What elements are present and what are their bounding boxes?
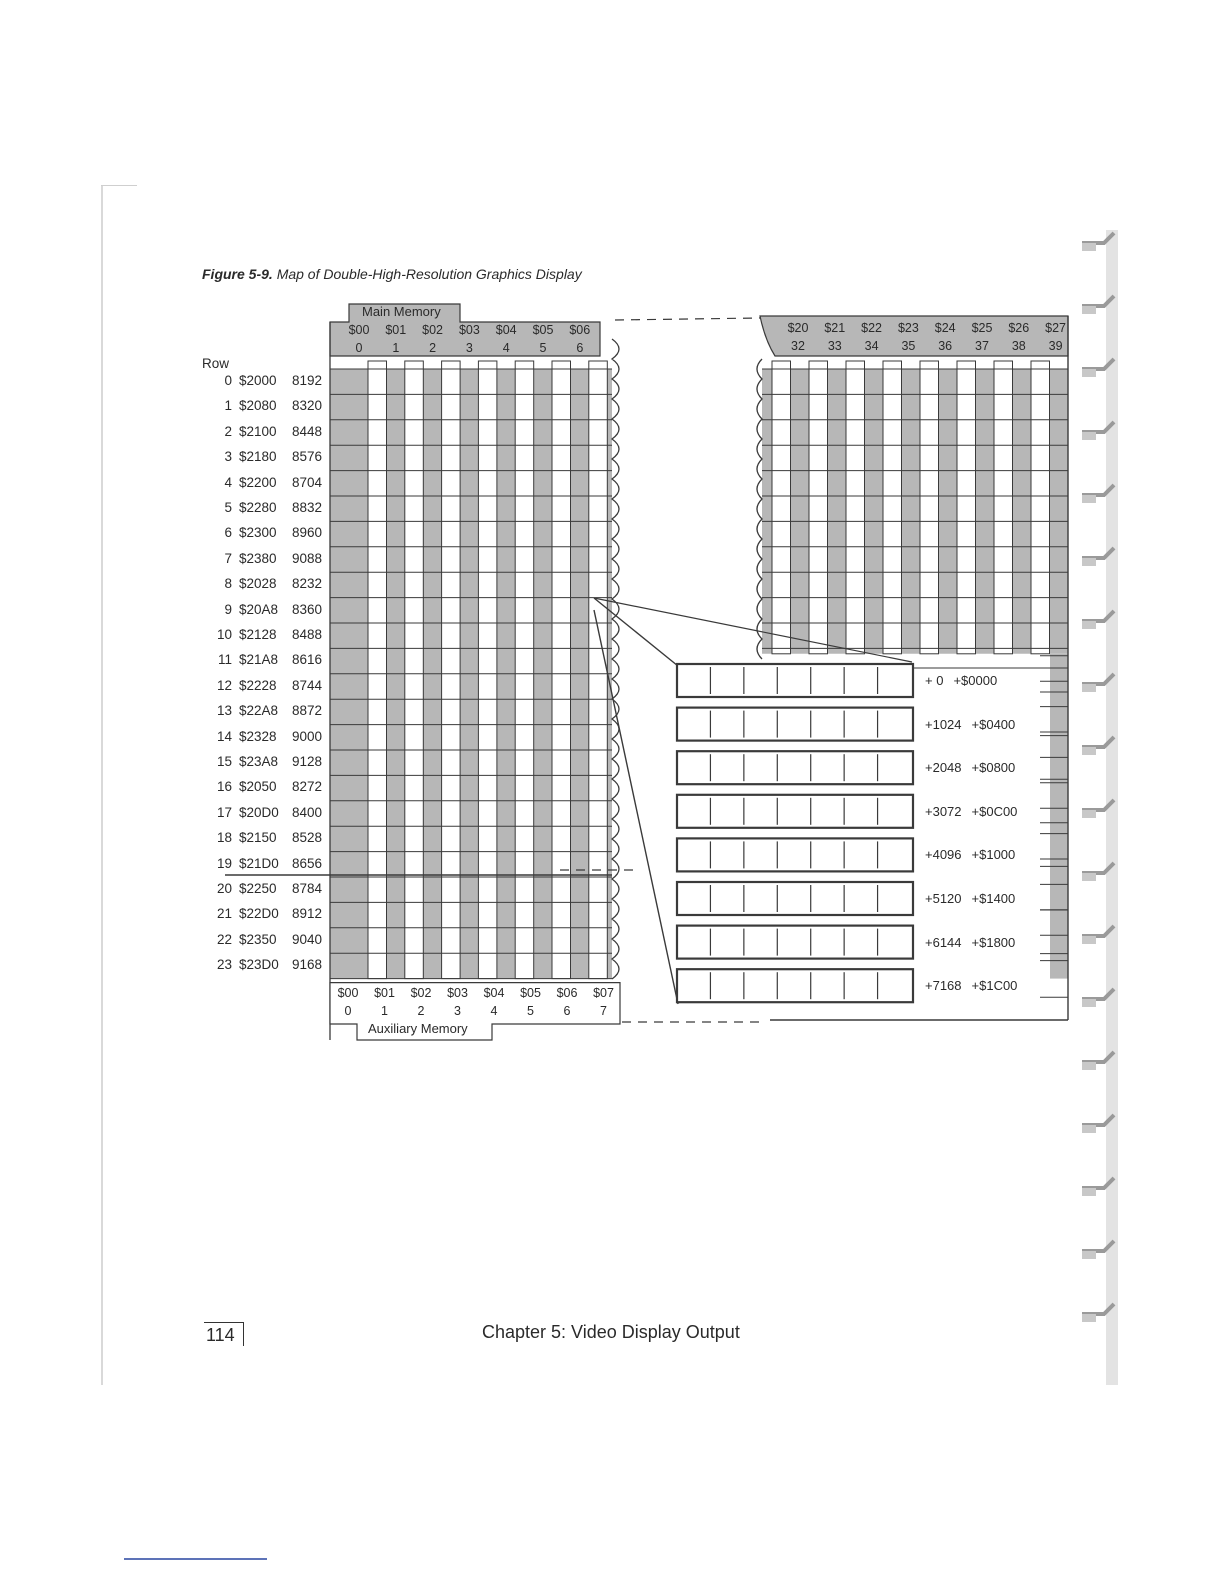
column-hex: $24 — [934, 321, 956, 335]
row-number: 7 — [224, 550, 232, 566]
column-dec: 4 — [502, 341, 510, 355]
chapter-title: Chapter 5: Video Display Output — [482, 1322, 740, 1342]
column-dec: 33 — [827, 339, 842, 353]
byte-column-stripe — [883, 361, 902, 654]
row-decimal-address: 8528 — [292, 830, 323, 846]
column-dec: 36 — [938, 339, 953, 353]
row-hex-address: $2350 — [239, 931, 277, 947]
column-hex: $27 — [1045, 321, 1067, 335]
row-decimal-address: 8272 — [292, 779, 323, 795]
spiral-binding-graphic — [1078, 230, 1118, 1385]
row-number: 23 — [216, 957, 232, 973]
row-number: 5 — [224, 500, 232, 515]
row-number: 9 — [224, 601, 232, 617]
row-decimal-address: 8192 — [292, 373, 323, 388]
offset-decimal: +7168 — [925, 978, 962, 994]
torn-edge — [757, 359, 762, 659]
row-number: 12 — [216, 677, 232, 693]
torn-edge — [612, 339, 619, 979]
row-decimal-address: 8784 — [292, 881, 323, 896]
row-number: 4 — [224, 474, 232, 490]
column-hex: $06 — [569, 323, 591, 337]
row-hex-address: $2028 — [239, 576, 277, 592]
row-number: 10 — [216, 627, 232, 642]
offset-decimal: +5120 — [925, 891, 962, 906]
column-dec: 3 — [465, 341, 473, 355]
row-number: 17 — [216, 804, 232, 820]
row-decimal-address: 8704 — [292, 474, 323, 490]
row-decimal-address: 8360 — [292, 601, 323, 617]
row-number: 13 — [216, 703, 232, 719]
row-hex-address: $2150 — [239, 830, 277, 846]
row-number: 0 — [224, 373, 232, 388]
binding-hole — [1082, 369, 1096, 377]
binding-hole — [1082, 1251, 1096, 1259]
column-hex: $03 — [458, 323, 480, 337]
aux-column-hex: $03 — [447, 986, 468, 1000]
row-number: 19 — [216, 855, 232, 871]
row-hex-address: $22A8 — [239, 703, 279, 719]
byte-offset-label — [925, 978, 1017, 993]
column-dec: 37 — [975, 339, 989, 353]
byte-offset-label — [925, 847, 1015, 862]
column-hex: $22 — [861, 321, 883, 335]
byte-offset-label — [925, 717, 1015, 732]
byte-column-stripe — [478, 361, 497, 979]
offset-decimal: +6144 — [925, 934, 962, 950]
column-dec: 35 — [901, 339, 916, 353]
aux-column-dec: 4 — [490, 1004, 498, 1018]
row-column-header: Row — [202, 356, 230, 371]
offset-hex: +$1800 — [971, 934, 1016, 950]
row-number: 14 — [216, 728, 232, 744]
row-hex-address: $2200 — [239, 474, 277, 490]
aux-column-hex: $01 — [374, 986, 395, 1000]
byte-row — [677, 664, 1068, 697]
byte-column-stripe — [589, 361, 608, 979]
binding-hole — [1082, 1125, 1096, 1133]
aux-column-dec: 6 — [563, 1004, 571, 1018]
binding-hole — [1082, 1062, 1096, 1070]
column-hex: $25 — [971, 321, 993, 335]
byte-column-stripe — [957, 361, 976, 654]
row-number: 18 — [216, 830, 232, 846]
aux-column-dec: 2 — [417, 1004, 425, 1018]
column-dec: 2 — [429, 341, 437, 355]
column-hex: $05 — [532, 323, 554, 337]
column-dec: 1 — [392, 341, 400, 355]
offset-hex: +$0800 — [971, 760, 1016, 776]
row-hex-address: $2050 — [239, 779, 277, 795]
row-decimal-address: 9088 — [292, 550, 323, 566]
row-decimal-address: 8488 — [292, 627, 323, 642]
row-hex-address: $2180 — [239, 449, 277, 465]
row-decimal-address: 8960 — [292, 525, 323, 541]
offset-decimal: +3072 — [925, 803, 962, 819]
row-hex-address: $22D0 — [239, 906, 279, 922]
byte-column-stripe — [515, 361, 534, 979]
byte-column-stripe — [405, 361, 424, 979]
column-dec: 34 — [864, 339, 879, 353]
row-decimal-address: 9040 — [292, 931, 323, 947]
byte-offset-label — [925, 935, 1015, 950]
row-number: 15 — [216, 754, 232, 769]
row-hex-address: $2280 — [239, 500, 277, 515]
row-number: 6 — [224, 525, 232, 541]
row-hex-address: $21D0 — [239, 855, 279, 871]
aux-column-dec: 7 — [600, 1004, 607, 1018]
row-hex-address: $23A8 — [239, 754, 279, 769]
byte-column-stripe — [920, 361, 939, 654]
column-hex: $20 — [787, 321, 809, 335]
row-hex-address: $21A8 — [239, 652, 279, 668]
binding-hole — [1082, 306, 1096, 314]
continuation-dash-top — [615, 318, 760, 320]
offset-decimal: +4096 — [925, 847, 962, 863]
byte-column-stripe — [442, 361, 461, 979]
byte-column-stripe — [1031, 361, 1050, 654]
row-hex-address: $2000 — [239, 373, 277, 388]
row-decimal-address: 8832 — [292, 500, 323, 515]
offset-decimal: +1024 — [925, 716, 962, 732]
offset-hex: +$1400 — [971, 891, 1016, 906]
byte-offset-label — [925, 804, 1017, 819]
figure-title: Map of Double-High-Resolution Graphics Display — [276, 266, 582, 282]
binding-hole — [1082, 999, 1096, 1007]
aux-column-dec: 3 — [454, 1004, 461, 1018]
binding-hole — [1082, 936, 1096, 944]
column-hex: $23 — [897, 321, 919, 335]
column-dec: 5 — [539, 341, 547, 355]
row-hex-address: $2380 — [239, 550, 277, 566]
offset-hex: +$1C00 — [971, 978, 1018, 994]
row-hex-address: $2300 — [239, 525, 277, 541]
binding-hole — [1082, 243, 1096, 251]
row-hex-address: $2228 — [239, 677, 277, 693]
offset-decimal: +2048 — [925, 760, 962, 776]
row-number: 16 — [216, 779, 232, 795]
row-number: 22 — [216, 931, 232, 947]
column-dec: 6 — [576, 341, 584, 355]
right-grid-fill — [762, 369, 1068, 654]
row-decimal-address: 8576 — [292, 449, 323, 465]
byte-offset-label — [925, 673, 997, 688]
row-decimal-address: 8656 — [292, 855, 323, 871]
binding-hole — [1082, 558, 1096, 566]
row-decimal-address: 9000 — [292, 728, 323, 744]
row-number: 11 — [217, 652, 232, 668]
binding-hole — [1082, 621, 1096, 629]
row-number: 8 — [224, 576, 232, 592]
binding-hole — [1082, 1314, 1096, 1322]
row-hex-address: $2328 — [239, 728, 277, 744]
binding-hole — [1082, 495, 1096, 503]
auxiliary-memory-label: Auxiliary Memory — [368, 1021, 468, 1036]
binding-hole — [1082, 747, 1096, 755]
offset-hex: +$0000 — [953, 673, 998, 688]
row-decimal-address: 9128 — [292, 754, 323, 769]
column-dec: 32 — [791, 339, 805, 353]
main-memory-label: Main Memory — [362, 304, 441, 319]
column-hex: $04 — [495, 323, 517, 337]
figure-number: Figure 5-9. — [202, 266, 273, 282]
row-hex-address: $2128 — [239, 627, 277, 642]
row-decimal-address: 8400 — [292, 804, 323, 820]
column-hex: $01 — [385, 323, 407, 337]
row-number: 3 — [224, 449, 232, 465]
binding-hole — [1082, 1188, 1096, 1196]
binding-hole — [1082, 432, 1096, 440]
aux-column-hex: $00 — [337, 986, 359, 1000]
row-hex-address: $20D0 — [239, 804, 279, 820]
binding-hole — [1082, 873, 1096, 881]
aux-column-dec: 1 — [381, 1004, 388, 1018]
aux-column-dec: 0 — [344, 1004, 352, 1018]
offset-hex: +$0400 — [971, 716, 1016, 732]
byte-offset-label — [925, 891, 1015, 906]
byte-column-stripe — [772, 361, 791, 654]
column-hex: $21 — [824, 321, 846, 335]
aux-column-hex: $02 — [410, 986, 432, 1000]
row-number: 20 — [216, 881, 232, 896]
aux-column-hex: $06 — [556, 986, 578, 1000]
row-decimal-address: 8232 — [292, 576, 323, 592]
row-number: 21 — [216, 906, 232, 922]
byte-column-stripe — [994, 361, 1013, 654]
offset-hex: +$0C00 — [971, 803, 1018, 819]
column-dec: 38 — [1011, 339, 1026, 353]
byte-offset-label — [925, 760, 1015, 775]
row-decimal-address: 8872 — [292, 703, 323, 719]
offset-decimal: + 0 — [925, 673, 944, 688]
row-hex-address: $20A8 — [239, 601, 279, 617]
row-hex-address: $2100 — [239, 423, 277, 439]
row-hex-address: $2080 — [239, 398, 277, 414]
bottom-link-rule — [124, 1558, 267, 1560]
aux-column-hex: $05 — [520, 986, 541, 1000]
offset-hex: +$1000 — [971, 847, 1016, 863]
aux-column-hex: $04 — [483, 986, 505, 1000]
page-number: 114 — [204, 1322, 244, 1346]
row-decimal-address: 8616 — [292, 652, 323, 668]
column-hex: $26 — [1008, 321, 1030, 335]
row-hex-address: $2250 — [239, 881, 277, 896]
aux-column-hex: $07 — [593, 986, 614, 1000]
column-dec: 39 — [1048, 339, 1063, 353]
byte-column-stripe — [809, 361, 828, 654]
aux-column-dec: 5 — [527, 1004, 534, 1018]
row-hex-address: $23D0 — [239, 957, 279, 973]
row-decimal-address: 8448 — [292, 423, 323, 439]
binding-hole — [1082, 810, 1096, 818]
row-number: 2 — [224, 423, 232, 439]
right-edge-column-fill — [1050, 654, 1068, 979]
row-decimal-address: 9168 — [292, 957, 323, 973]
binding-hole — [1082, 684, 1096, 692]
row-decimal-address: 8912 — [292, 906, 323, 922]
row-decimal-address: 8320 — [292, 398, 323, 414]
byte-column-stripe — [368, 361, 387, 979]
column-hex: $02 — [422, 323, 444, 337]
row-number: 1 — [224, 398, 232, 414]
row-decimal-address: 8744 — [292, 677, 323, 693]
byte-column-stripe — [552, 361, 571, 979]
byte-column-stripe — [846, 361, 865, 654]
column-hex: $00 — [348, 323, 370, 337]
column-dec: 0 — [355, 341, 363, 355]
